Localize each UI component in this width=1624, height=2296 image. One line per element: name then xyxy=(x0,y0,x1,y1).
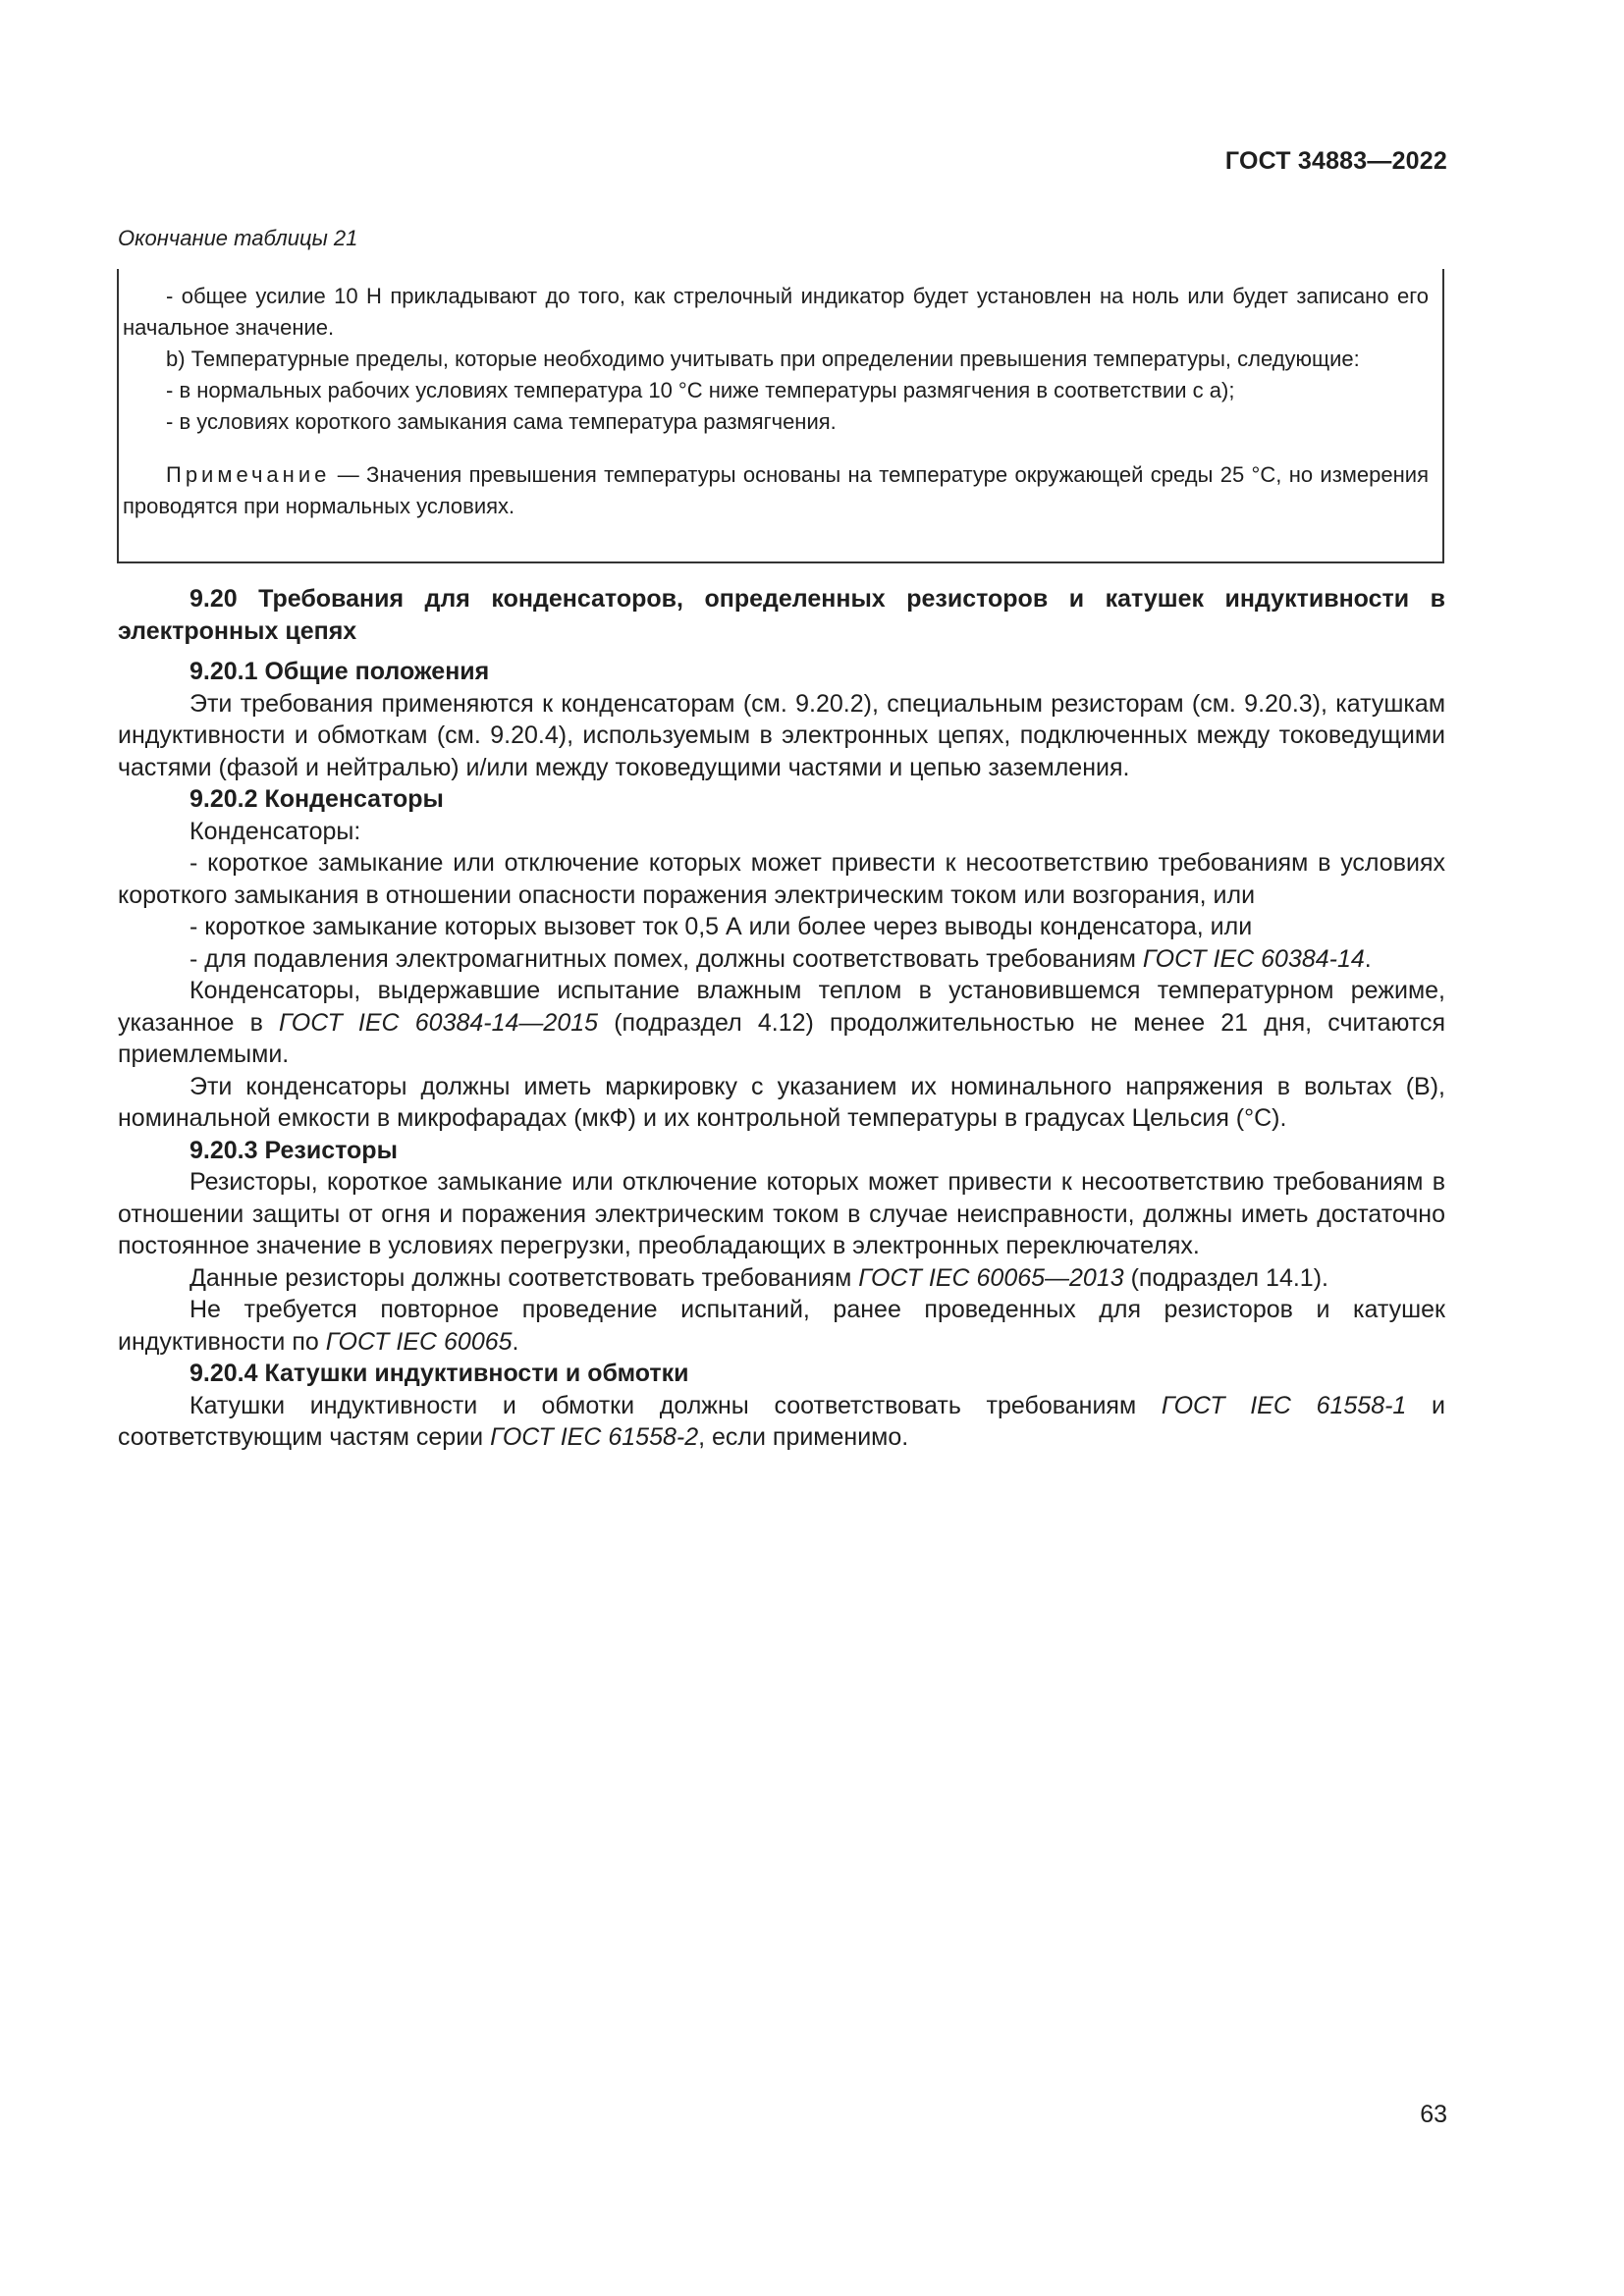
text: Не требуется повторное проведение испытаний, ранее проведенных для резисторов и катушек индуктивности по xyxy=(118,1296,1445,1356)
subsection-heading: 9.20.3 Резисторы xyxy=(189,1136,398,1164)
text: , если применимо. xyxy=(698,1423,909,1451)
standard-reference: ГОСТ IEC 61558-2 xyxy=(490,1423,699,1451)
text: Катушки индуктивности и обмотки должны соответствовать требованиям xyxy=(189,1391,1162,1419)
standard-reference: ГОСТ IEC 61558-1 xyxy=(1161,1391,1407,1419)
paragraph xyxy=(118,1390,1445,1454)
paragraph: Эти требования применяются к конденсаторам (см. 9.20.2), специальным резисторам (см. 9.20.3), катушкам индуктивности и обмоткам (см. 9.20.4), используемым в электронных цепях, подключенных между токоведущими частями (фазой и нейтралью) и/или между токоведущими частями и цепью заземления. xyxy=(118,689,1445,781)
text: - для подавления электромагнитных помех, должны соответствовать требованиям xyxy=(189,944,1143,973)
document-header: ГОСТ 34883—2022 xyxy=(1224,147,1447,175)
table-line: b) Температурные пределы, которые необходимо учитывать при определении превышения температуры, следующие: xyxy=(166,347,1360,371)
section-title: 9.20 Требования для конденсаторов, определенных резисторов и катушек индуктивности в электронных цепях xyxy=(118,585,1445,645)
subsection-heading: 9.20.1 Общие положения xyxy=(189,658,490,685)
text: Конденсаторы, выдержавшие испытание влажным теплом в установившемся температурном режиме, указанное в xyxy=(118,977,1445,1037)
text: . xyxy=(1364,944,1372,973)
note-label: Примечание xyxy=(166,462,331,487)
page-number: 63 xyxy=(1420,2101,1447,2128)
subsection-heading: 9.20.4 Катушки индуктивности и обмотки xyxy=(189,1360,689,1387)
paragraph: - короткое замыкание или отключение которых может привести к несоответствию требованиям в условиях короткого замыкания в отношении опасности поражения электрическим током или возгорания, или xyxy=(118,849,1445,909)
table-line: - в нормальных рабочих условиях температура 10 °С ниже температуры размягчения в соответствии с а); xyxy=(166,378,1235,402)
standard-reference: ГОСТ IEC 60065 xyxy=(325,1327,513,1356)
text: . xyxy=(512,1327,519,1356)
text: Данные резисторы должны соответствовать требованиям xyxy=(189,1263,859,1292)
subsection-heading: 9.20.2 Конденсаторы xyxy=(189,785,444,813)
standard-reference: ГОСТ IEC 60384-14 xyxy=(1142,944,1365,973)
paragraph: Резисторы, короткое замыкание или отключение которых может привести к несоответствию требованиям в отношении защиты от огня и поражения электрическим током в случае неисправности, должны иметь достаточно постоянное значение в условиях перегрузки, преобладающих в электронных переключателях. xyxy=(118,1168,1445,1259)
text: и соответствующим частям серии xyxy=(118,1391,1445,1451)
table-line: - общее усилие 10 Н прикладывают до того, как стрелочный индикатор будет установлен на ноль или будет записано его начальное значение. xyxy=(123,284,1429,340)
paragraph xyxy=(118,943,1445,976)
document-body xyxy=(118,583,1445,1454)
table-continuation xyxy=(117,269,1444,563)
table-note xyxy=(123,459,1429,522)
table-caption: Окончание таблицы 21 xyxy=(118,226,358,250)
note-text: — Значения превышения температуры основаны на температуре окружающей среды 25 °С, но измерения проводятся при нормальных условиях. xyxy=(123,462,1429,518)
text: (подраздел 14.1). xyxy=(1123,1263,1328,1292)
standard-reference: ГОСТ IEC 60065—2013 xyxy=(858,1263,1124,1292)
standard-reference: ГОСТ IEC 60384-14—2015 xyxy=(279,1008,599,1037)
paragraph: Эти конденсаторы должны иметь маркировку с указанием их номинального напряжения в вольтах (В), номинальной емкости в микрофарадах (мкФ) и их контрольной температуры в градусах Цельсия (°С). xyxy=(118,1072,1445,1132)
table-line: - в условиях короткого замыкания сама температура размягчения. xyxy=(166,409,837,434)
paragraph: Конденсаторы: xyxy=(189,817,361,845)
text: (подраздел 4.12) продолжительностью не менее 21 дня, считаются приемлемыми. xyxy=(118,1008,1445,1068)
paragraph xyxy=(118,1294,1445,1358)
paragraph: - короткое замыкание которых вызовет ток 0,5 А или более через выводы конденсатора, или xyxy=(189,913,1253,940)
paragraph xyxy=(118,1262,1445,1295)
paragraph xyxy=(118,975,1445,1071)
